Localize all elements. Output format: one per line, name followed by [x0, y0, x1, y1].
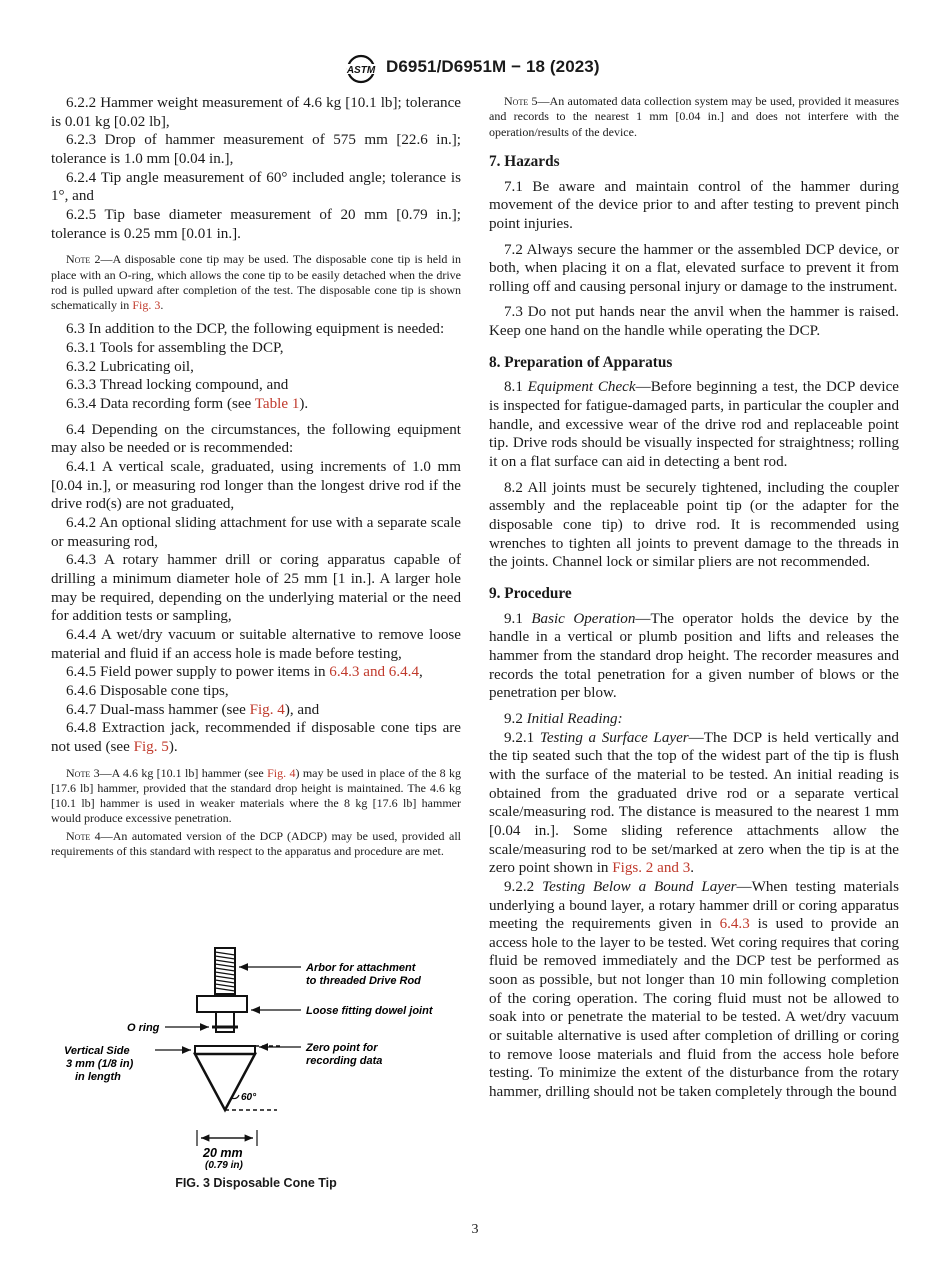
note-label: Note 2 [66, 252, 101, 267]
body-paragraph [489, 878, 899, 1102]
paragraph-text: 6.2.4 Tip angle measurement of 60° included angle; tolerance is 1°, and [51, 169, 461, 205]
body-paragraph [489, 710, 899, 729]
cross-reference-link[interactable]: 6.4.3 and 6.4.4 [329, 664, 419, 681]
figure-caption: FIG. 3 Disposable Cone Tip [175, 1176, 337, 1190]
note-label: Note 5 [504, 94, 538, 108]
paragraph-text: ). [168, 738, 178, 755]
paragraph-text: —A disposable cone tip may be used. The disposable cone tip is held in place with an O-ring, which allows the cone tip to be easily detached when the drive rod is pulled upward after completion of the test. The disposable cone tip is shown schematically in [51, 252, 462, 313]
body-paragraph [489, 610, 899, 703]
label-zero-2: recording data [306, 1055, 383, 1067]
cross-reference-link[interactable]: Fig. 5 [133, 738, 169, 755]
label-side-2: 3 mm (1/8 in) [66, 1058, 134, 1070]
paragraph-text: 6.2.5 Tip base diameter measurement of 20 mm [0.79 in.]; tolerance is 0.25 mm [0.01 in.]. [51, 206, 461, 242]
paragraph-text: —A 4.6 kg [10.1 lb] hammer (see [99, 765, 268, 780]
body-paragraph [489, 729, 899, 878]
section-heading: 7. Hazards [489, 152, 560, 170]
paragraph-text: —Before beginning a test, the DCP device is inspected for fatigue-damaged parts, in particular the coupler and handle, and excessive wear of the drive rod and replaceable point tip. Drive rods should be visually inspected for straightness; rolling it on a flat surface can aid in detecting a bent rod. [489, 379, 899, 471]
astm-logo-icon [343, 54, 379, 84]
body-paragraph [51, 395, 461, 414]
paragraph-text: 9.2 [504, 710, 527, 727]
cross-reference-link[interactable]: 6.4.3 [719, 916, 750, 933]
section-heading: 8. Preparation of Apparatus [489, 353, 673, 371]
paragraph-text: . [690, 860, 695, 877]
body-paragraph [51, 206, 461, 243]
italic-subheading: Basic Operation [531, 610, 636, 627]
cross-reference-link[interactable]: Fig. 3 [132, 298, 161, 313]
body-paragraph [489, 178, 899, 234]
label-dia: 20 mm [203, 1146, 243, 1160]
paragraph-text: 8.2 All joints must be securely tightened, including the coupler assembly and the replaceable point tip (or the adapter for the disposable cone tip) to drive rod. It is recommended using wrenches to tighten all joints to prevent damage to the threads in the joints. Channel lock or similar pliers are not recommended. [489, 479, 899, 571]
paragraph-text: ), and [284, 701, 320, 718]
label-oring: O ring [127, 1022, 160, 1034]
page-number: 3 [471, 1222, 479, 1237]
paragraph-text: ). [299, 396, 309, 413]
svg-text:ASTM: ASTM [346, 65, 376, 76]
paragraph-text: —An automated version of the DCP (ADCP) may be used, provided all requirements of this standard with respect to the apparatus and procedure are met. [51, 828, 461, 859]
body-paragraph [51, 320, 461, 339]
paragraph-text: 9.2.1 [504, 729, 540, 746]
threaded-arbor [215, 948, 235, 994]
label-arbor-1: Arbor for attachment [306, 962, 416, 974]
paragraph-text: 6.4.3 A rotary hammer drill or coring apparatus capable of drilling a minimum diameter hole of 25 mm [1 in.]. A larger hole may be required, depending on the underlying material or the need for addition tests or sampling, [51, 552, 461, 625]
paragraph-text: 6.4.1 A vertical scale, graduated, using increments of 1.0 mm [0.04 in.], or measuring rod longer than the longest drive rod if the drive rod(s) are not graduated, [51, 459, 461, 513]
italic-subheading: Testing Below a Bound Layer [542, 878, 737, 895]
paragraph-text: 6.3.3 Thread locking compound, and [66, 377, 289, 394]
body-paragraph [489, 378, 899, 471]
standard-designation: D6951/D6951M − 18 (2023) [386, 57, 600, 76]
body-paragraph [489, 479, 899, 572]
section-heading: 9. Procedure [489, 585, 572, 603]
body-paragraph [51, 358, 461, 377]
paragraph-text: —The DCP is held vertically and the tip seated such that the top of the widest part of the tip is flush with the surface of the material to be tested. An initial reading is obtained from the graduated drive rod or a separate vertical scale/measuring rod. The distance is measured to the nearest 1 mm [0.04 in.]. Some sliding reference attachments allow the scale/measuring rod to be set/marked at zero when the tip is at the zero point shown in [489, 729, 899, 877]
left-column [51, 94, 461, 861]
label-dia-in: (0.79 in) [205, 1160, 243, 1171]
body-paragraph [51, 94, 461, 131]
body-paragraph [489, 241, 899, 297]
body-paragraph [51, 551, 461, 626]
italic-subheading: Equipment Check [527, 379, 636, 396]
cross-reference-link[interactable]: Fig. 4 [267, 765, 296, 780]
paragraph-text: 6.4.2 An optional sliding attachment for use with a separate scale or measuring rod, [51, 515, 461, 550]
paragraph-text: 6.3.2 Lubricating oil, [66, 358, 194, 375]
paragraph-text: —The operator holds the device by the handle in a vertical or plumb position and lifts and releases the hammer from the standard drop height. The recorder measures and records the total penetration for a given number of blows or the penetration per blow. [489, 610, 900, 702]
paragraph-text: . [160, 298, 164, 313]
body-paragraph [51, 421, 461, 458]
body-paragraph [51, 458, 461, 514]
paragraph-text: ) may be used in place of the 8 kg [17.6 lb] hammer, provided that the standard drop height is maintained. The 4.6 kg [10.1 lb] hammer is used in weaker materials where the 8 kg [17.6 lb] hammer would produce excessive penetration. [51, 765, 462, 826]
paragraph-text: 6.3.4 Data recording form (see [66, 396, 255, 413]
body-paragraph [51, 514, 461, 551]
italic-subheading: Initial Reading: [526, 710, 623, 727]
paragraph-text: 6.4.7 Dual-mass hammer (see [66, 701, 250, 718]
arbor-collar [197, 996, 247, 1012]
body-paragraph [51, 376, 461, 395]
paragraph-text: 7.3 Do not put hands near the anvil when the hammer is raised. Keep one hand on the handle while operating the DCP. [489, 304, 899, 340]
paragraph-text: 8.1 [504, 379, 528, 396]
paragraph-text: 9.2.2 [504, 878, 543, 895]
label-arbor-2: to threaded Drive Rod [306, 975, 421, 987]
body-paragraph [51, 626, 461, 663]
body-paragraph [51, 663, 461, 682]
body-paragraph [51, 131, 461, 168]
paragraph-text: —An automated data collection system may be used, provided it measures and records to the nearest 1 mm [0.04 in.] and does not interfere with the operation/results of the device. [489, 94, 899, 139]
paragraph-text: 9.1 [504, 610, 532, 627]
body-paragraph [51, 701, 461, 720]
cross-reference-link[interactable]: Figs. 2 and 3 [612, 860, 691, 877]
note-paragraph [51, 252, 461, 313]
body-paragraph [51, 339, 461, 358]
paragraph-text: 6.4.5 Field power supply to power items in [66, 664, 330, 681]
right-column [489, 94, 899, 1102]
paragraph-text: , [419, 664, 423, 681]
label-side-1: Vertical Side [64, 1045, 130, 1057]
figure-3-disposable-cone-tip [51, 940, 461, 1200]
italic-subheading: Testing a Surface Layer [539, 729, 689, 746]
paragraph-text: 6.2.2 Hammer weight measurement of 4.6 kg [10.1 lb]; tolerance is 0.01 kg [0.02 lb], [51, 95, 461, 130]
note-paragraph [489, 94, 899, 140]
note-label: Note 4 [66, 828, 101, 843]
paragraph-text: 6.3.1 Tools for assembling the DCP, [66, 340, 284, 357]
body-paragraph [51, 719, 461, 756]
paragraph-text: 6.4.4 A wet/dry vacuum or suitable alternative to remove loose material and fluid if an access hole is made before testing, [51, 626, 461, 662]
paragraph-text: 6.2.3 Drop of hammer measurement of 575 mm [22.6 in.]; tolerance is 1.0 mm [0.04 in.], [51, 132, 461, 167]
paragraph-text: —When testing materials underlying a bound layer, a rotary hammer drill or coring apparatus meeting the requirements given in [489, 878, 899, 933]
label-angle: 60° [241, 1092, 257, 1103]
paragraph-text: 6.3 In addition to the DCP, the following equipment is needed: [66, 321, 445, 338]
paragraph-text: 6.4 Depending on the circumstances, the following equipment may also be needed or is recommended: [51, 421, 461, 457]
paragraph-text: 7.2 Always secure the hammer or the assembled DCP device, or both, when placing it on a flat, elevated surface to prevent it from rolling off and causing personal injury or damage to the instrument. [489, 241, 899, 295]
note-paragraph [51, 829, 461, 860]
paragraph-text: 6.4.8 Extraction jack, recommended if disposable cone tips are not used (see [51, 720, 461, 755]
paragraph-text: 7.1 Be aware and maintain control of the hammer during movement of the device prior to and after testing to prevent pinch point injuries. [489, 178, 899, 232]
body-paragraph [51, 682, 461, 701]
cross-reference-link[interactable]: Fig. 4 [249, 701, 285, 718]
label-side-3: in length [75, 1071, 121, 1083]
label-dowel: Loose fitting dowel joint [306, 1005, 433, 1017]
label-zero-1: Zero point for [306, 1042, 378, 1054]
body-paragraph [51, 169, 461, 206]
dowel-joint [216, 1012, 234, 1032]
paragraph-text: is used to provide an access hole to the layer to be tested. Wet coring requires that coring fluid be removed immediately and the DCP test be performed as soon as possible, but not longer than 10 min following completion of the coring operation. The coring fluid must not be allowed to soak into or penetrate the material to be tested. A wet/dry vacuum or suitable alternative is used after completion of drilling or coring to remove loose materials and fluid from the access hole before testing. To minimize the extent of the disturbance from the rotary hammer, drilling should not be taken completely through the bound [489, 916, 899, 1101]
note-label: Note 3 [66, 765, 100, 780]
page-header [0, 54, 950, 86]
body-paragraph [489, 303, 899, 340]
note-paragraph [51, 766, 461, 827]
paragraph-text: 6.4.6 Disposable cone tips, [66, 682, 229, 699]
cross-reference-link[interactable]: Table 1 [254, 396, 300, 413]
